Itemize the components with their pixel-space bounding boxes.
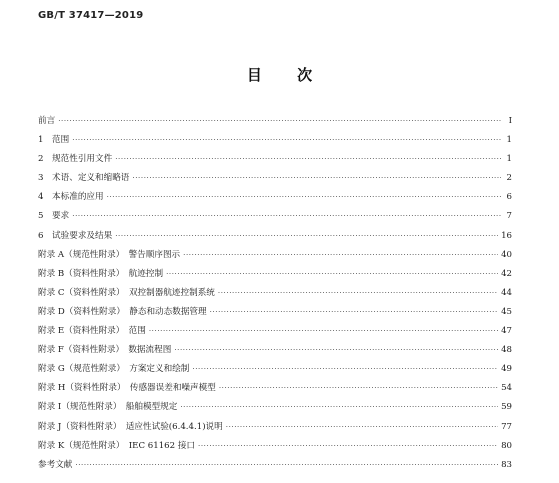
dot-leader (180, 398, 498, 417)
toc-entry-label: 2 规范性引用文件 (38, 154, 113, 165)
toc-entry-annex-f[interactable] (38, 341, 512, 360)
toc-entry-requirements[interactable] (38, 207, 512, 226)
toc-entry-page: 40 (501, 249, 512, 260)
toc-entry-label: 附录 D（资料性附录） 静态和动态数据管理 (38, 306, 207, 317)
toc-entry-page: 49 (501, 364, 512, 375)
toc-list (38, 112, 512, 475)
dot-leader (166, 265, 498, 284)
toc-entry-page: 47 (501, 326, 512, 337)
toc-entry-test-requirements[interactable] (38, 227, 512, 246)
toc-entry-annex-d[interactable] (38, 303, 512, 322)
toc-entry-bibliography[interactable] (38, 456, 512, 475)
toc-entry-page: 77 (501, 421, 512, 432)
dot-leader (192, 360, 498, 379)
toc-entry-application[interactable] (38, 188, 512, 207)
dot-leader (210, 303, 498, 322)
toc-entry-annex-i[interactable] (38, 398, 512, 417)
toc-entry-page: 48 (501, 345, 512, 356)
toc-entry-page: 80 (501, 440, 512, 451)
dot-leader (219, 379, 498, 398)
toc-entry-page: 1 (506, 135, 512, 146)
toc-entry-label: 附录 E（资料性附录） 范围 (38, 326, 146, 337)
dot-leader (149, 322, 498, 341)
dot-leader (183, 246, 498, 265)
toc-entry-page: 2 (506, 173, 512, 184)
dot-leader (174, 341, 498, 360)
toc-entry-label: 附录 B（资料性附录） 航迹控制 (38, 268, 164, 279)
standard-code: GB/T 37417—2019 (38, 10, 144, 21)
toc-entry-page: 59 (501, 402, 512, 413)
toc-entry-annex-j[interactable] (38, 418, 512, 437)
toc-entry-label: 5 要求 (38, 211, 70, 222)
dot-leader (72, 131, 501, 150)
toc-entry-label: 附录 F（资料性附录） 数据流程图 (38, 345, 172, 356)
toc-entry-annex-h[interactable] (38, 379, 512, 398)
toc-entry-page: 54 (501, 383, 512, 394)
toc-entry-page: 7 (506, 211, 512, 222)
toc-entry-foreword[interactable] (38, 112, 512, 131)
toc-entry-annex-a[interactable] (38, 246, 512, 265)
dot-leader (132, 169, 501, 188)
toc-entry-page: 6 (506, 192, 512, 203)
dot-leader (72, 207, 501, 226)
toc-entry-annex-b[interactable] (38, 265, 512, 284)
toc-entry-label: 6 试验要求及结果 (38, 230, 113, 241)
dot-leader (115, 227, 498, 246)
toc-entry-annex-c[interactable] (38, 284, 512, 303)
toc-entry-annex-g[interactable] (38, 360, 512, 379)
toc-title: 目 次 (246, 66, 313, 84)
dot-leader (115, 150, 501, 169)
toc-entry-label: 附录 K（规范性附录） IEC 61162 接口 (38, 440, 196, 451)
toc-entry-label: 前言 (38, 116, 56, 126)
dot-leader (198, 437, 498, 456)
toc-entry-label: 附录 G（规范性附录） 方案定义和绘制 (38, 364, 190, 375)
dot-leader (58, 112, 501, 131)
dot-leader (107, 188, 501, 207)
toc-entry-label: 1 范围 (38, 135, 70, 146)
toc-entry-annex-e[interactable] (38, 322, 512, 341)
toc-entry-label: 附录 I（规范性附录） 船舶模型规定 (38, 402, 178, 413)
dot-leader (75, 456, 498, 475)
toc-entry-label: 附录 J（资料性附录） 适应性试验(6.4.4.1)说明 (38, 421, 223, 432)
toc-entry-page: 44 (501, 287, 512, 298)
toc-entry-normative-references[interactable] (38, 150, 512, 169)
toc-entry-page: 45 (501, 306, 512, 317)
toc-entry-label: 3 术语、定义和缩略语 (38, 173, 130, 184)
toc-entry-page: 16 (501, 230, 512, 241)
toc-entry-label: 参考文献 (38, 459, 73, 470)
toc-entry-page: 42 (501, 268, 512, 279)
toc-entry-page: Ⅰ (508, 116, 512, 126)
toc-entry-page: 83 (501, 459, 512, 470)
toc-entry-annex-k[interactable] (38, 437, 512, 456)
dot-leader (226, 418, 498, 437)
toc-entry-label: 附录 H（资料性附录） 传感器误差和噪声模型 (38, 383, 216, 394)
toc-entry-page: 1 (506, 154, 512, 165)
toc-entry-label: 附录 A（规范性附录） 警告顺序图示 (38, 249, 181, 260)
toc-entry-scope[interactable] (38, 131, 512, 150)
dot-leader (218, 284, 498, 303)
toc-entry-terms-definitions[interactable] (38, 169, 512, 188)
toc-entry-label: 4 本标准的应用 (38, 192, 104, 203)
toc-entry-label: 附录 C（资料性附录） 双控制器航迹控制系统 (38, 287, 215, 298)
